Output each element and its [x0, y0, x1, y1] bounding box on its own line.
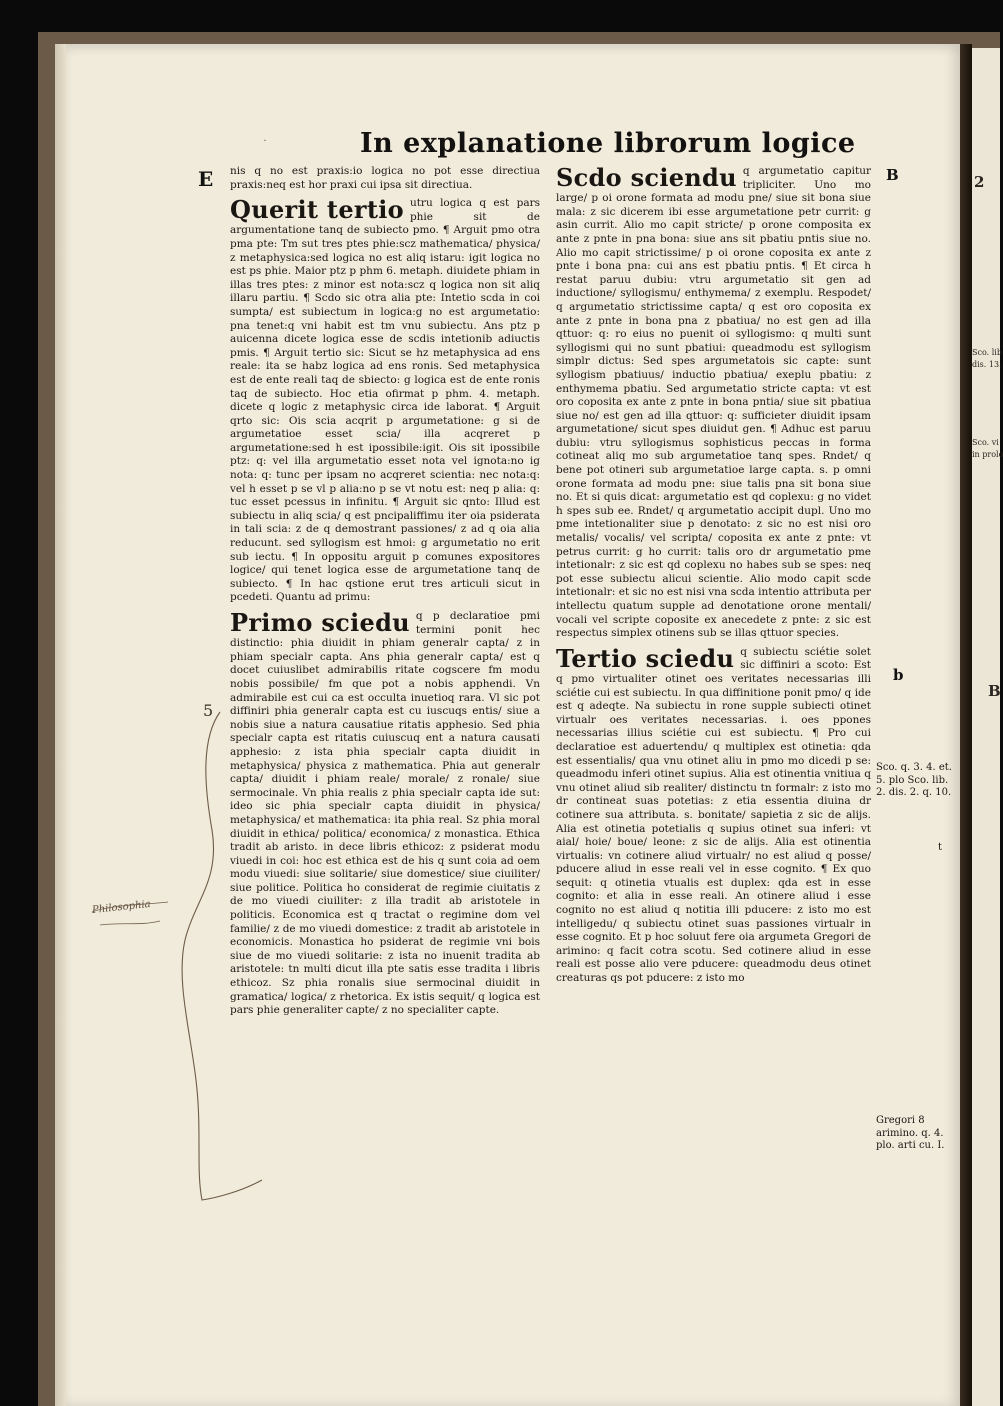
facing-page-letter: B — [988, 682, 1001, 700]
tertio-body: q subiectu sciétie solet sic diffiniri a scoto: Est q pmo virtualiter otinet oes veritates necessarias illi sciétie cui est subiectu. In qua diffinitione ponit pmo/ q ide est q adeqte. Na subiectu in rone supple subiecti otinet virtualr oes veritates necessarias. i. oes ppones necessarias illius sciétie cui est subiectu. ¶ Pro cui declaratioe est aduertendu/ q multiplex est otinetia: qda est essentialis/ qua vnu otinet aliu in pmo mo dicedi p se: queadmodu inferi otinet supius. Alia est otinentia vnitiua q vnu otinet aliud sib realiter/ distinctu tn formalr: z isto mo dr contineat suas potetias: z etia essentia diuina dr cotinere sua attributa. s. bonitate/ sapietia z sic de alijs. Alia est otinetia potetialis q supius otinet sua inferi: vt aial/ hoie/ boue/ leone: z sic de alijs. Alia est otinentia virtualis: vn cotinere aliud virtualr/ no est aliud q posse/ pducere aliud in esse reali vel in esse cognito. ¶ Ex quo sequit: q otinetia vtualis est duplex: qda est in esse cognito: et alia in esse reali. An otinere aliud i esse cognito no est aliud q notitia illi pducere: z isto mo est intelligedu/ q subiectu otinet suas passiones virtualr in esse cognito. Et p hoc soluut fere oia argumeta Gregori de arimino: q facit cotra scotu. Sed cotinere aliud in esse reali est posse alio vere pducere: queadmodu deus otinet creaturas qs pot pducere: z isto mo — [556, 645, 871, 985]
querit-paragraph — [230, 197, 540, 605]
facing-page-edge — [972, 48, 1003, 1406]
facing-page-note-4: in prolo — [972, 450, 1003, 459]
section-letter-left: E — [198, 167, 214, 191]
facing-page-note-1: Sco. lib — [972, 348, 1002, 357]
running-title: In explanatione librorum logice — [360, 128, 856, 159]
margin-note-scotus: Sco. q. 3. 4. et. 5. plo Sco. lib. 2. dis. 2. q. 10. — [876, 762, 952, 798]
querit-heading: Querit tertio — [230, 195, 404, 225]
facing-page-note-2: dis. 13. — [972, 360, 1002, 369]
margin-note-t: t — [938, 842, 943, 853]
section-letter-right-b: B — [886, 166, 899, 184]
facing-page-note-3: Sco. vi — [972, 438, 999, 447]
right-text-column — [556, 165, 871, 1185]
tertio-heading: Tertio sciedu — [556, 643, 735, 673]
primo-paragraph — [230, 610, 540, 1018]
handwritten-mark-5: 5 — [203, 701, 214, 720]
left-text-column — [230, 165, 540, 1230]
primo-body: q p declaratioe pmi termini ponit hec distinctio: phia diuidit in phiam generalr capta/ z in phiam specialr capta. Ans phia generalr capta/ est q docet cuiuslibet admirabilis ritate cogscere fm modu nobis possibile/ fm que pot a nobis apphendi. Vn admirabile est cui ca est occulta inuetioq rara. Vl sic pot diffiniri phia generalr capta est cu iuscuqs entis/ siue a nobis siue a natura causatiue ritatis apphesio. Sed phia specialr capta est ritatis cuiuscuq ent a natura causati apphesio: z ista phia specialr capta diuidit in metaphysica/ physica z mathematica. Phia aut generalr capta/ diuidit i phiam reale/ morale/ z ronale/ siue sermocinale. Vn phia realis z phia specialr capta ide sut: ideo sic phia specialr capta diuidit in physica/ metaphysica/ et mathematica: ita phia real. Sz phia moral diuidit in ethica/ politica/ economica/ z monastica. Ethica tradit ab aristo. in dece libris ethicoz: z psiderat modu viuedi in coi: hoc est ethica est de his q sunt coia ad oem modu viuedi: siue solitarie/ siue domestice/ siue ciuiliter/ siue politice. Politica ho considerat de regimie ciuitatis z de mo viuedi ciuiliter: z illa tradit ab aristotele in politicis. Economica est q tractat o regimine dom vel familie/ z de mo viuedi domestice: z tradit ab aristotele in economicis. Monastica ho psiderat de regimie vni bois siue de mo viuedi solitarie: z ista no inuenit tradita ab aristotele: tn multi dicut illa pte satis esse tradita i libris ethicoz. Sz phia ronalis siue sermocinal diuidit in gramatica/ logica/ z rhetorica. Ex istis sequit/ q logica est pars phie generaliter capte/ z no specialiter capte. — [230, 610, 540, 1017]
secundo-paragraph — [556, 165, 871, 641]
page-edge-strip — [55, 44, 66, 1406]
left-intro-paragraph: nis q no est praxis:io logica no pot esse directiua praxis:neq est hor praxi cui ipsa sit directiua. — [230, 165, 540, 191]
section-letter-right-h: b — [893, 666, 904, 684]
secundo-body: q argumetatio capitur tripliciter. Uno mo large/ p oi orone formata ad modu pne/ siue sit bona siue mala: z sic dicerem ibi esse argumetatione petr currit: g asin currit. Alio mo capit stricte/ p orone composita ex ante z pnte in pna bona: siue ans sit pbatiu pntis siue no. Alio mo capit strictissime/ p oi orone coposita ex ante z pnte i bona pna: cui ans est pbatiu pntis. ¶ Et circa h restat paruu dubiu: vtru argumetatio sit gen ad inductione/ syllogismu/ enthymema/ z exemplu. Respodet/ q argumetatio strictissime capta/ q est oro coposita ex ante z pnte in bona pna z pbatiua/ no est gen ad illa qttuor: q: ro eius no puenit oi syllogismo: q multi sunt syllogismi qui no sunt pbatiui: queadmodu est syllogism simplr dictus: Sed spes argumetatois sic capte: sunt syllogism pbatiuus/ inductio pbatiua/ exeplu pbatiu: z enthymema pbatiu. Sed argumetatio stricte capta: vt est oro coposita ex ante z pnte in bona pntia/ siue sit pbatiua siue no/ est gen ad illa qttuor: q: sufficieter diuidit ipsam argumetatione/ sicut spes diuidut gen. ¶ Adhuc est paruu dubiu: vtru syllogismus sophisticus peccas in forma cotineat aliq mo sub argumetatioe tanq spes. Rndet/ q bene pot otineri sub argumetatioe large capta. s. p omni orone formata ad modu pne: siue talis pna sit bona siue no. Et si quis dicat: argumetatio est qd coplexu: g no videt h spes sub ee. Rndet/ q argumetatio accipit dupl. Uno mo pme intetionaliter siue p denotato: z sic no est nisi oro metalis/ vocalis/ vel scripta/ coposita ex ante z pnte: vt petrus currit: g ho currit: talis oro dr argumetatio pme intetionalr: z sic est qd coplexu no habes sub se spes: neq pot esse subiectu alicui scientie. Alio modo capit scde intetionalr: et sic no est nisi vna scda intentio attributa per intellectu quatum supple ad denotatione orone mentali/ vocali vel scripte coposite ex anecedete z pnte: z sic est respectus simplex otinens sub se illas qttuor species. — [556, 165, 872, 640]
handwritten-annotation: Philosophia — [91, 898, 152, 917]
margin-note-gregorius: Gregori 8 arimino. q. 4. plo. arti cu. I. — [876, 1115, 945, 1151]
facing-page-signature: 2 — [974, 173, 985, 191]
book-gutter — [960, 44, 972, 1406]
secundo-heading: Scdo sciendu — [556, 163, 737, 192]
primo-heading: Primo sciedu — [230, 608, 410, 637]
ink-speck: ˙ — [262, 138, 268, 152]
tertio-paragraph — [556, 643, 871, 986]
querit-body: utru logica q est pars phie sit de argumentatione tanq de subiecto pmo. ¶ Arguit pmo otra pma pte: Tm sut tres ptes phie:scz mathematica/ physica/ z metaphysica:sed logica no est aliq istaru: igit logica no est ps phie. Maior ptz p phm 6. metaph. diuidete phiam in illas tres ptes: z minor est nota:scz q logica non sit aliq illaru partiu. ¶ Scdo sic otra alia pte: Intetio scda in coi sumpta/ est subiectum in logica:g no est argumetatio: pna tenet:q vni habit est tm vnu subiectu. Ans ptz p auicenna dicete logica esse de scdis intetionib adiuctis pmis. ¶ Arguit tertio sic: Sicut se hz metaphysica ad ens reale: ita se habz logica ad ens ronis. Sed metaphysica est de ente reali taq de sbiecto: g logica est de ente ronis taq de subiecto. Hoc etia ofirmat p phm. 4. metaph. dicete q logic z metaphysic circa ide laborat. ¶ Arguit qrto sic: Ois scia acqrit p argumetatione: g si de argumetatioe esset scia/ illa acqreret p argumetatione:sed h est ipossibile:igit. Ois sit ipossibile ptz: q: vel illa argumetatio esset nota vel ignota:no ig nota: q: tunc per ipsam no acqreret scientia: nec nota:q: vel h esset p se vl p alia:no p se vt notu est: neq p alia: q: tuc esset pcessus in infinitu. ¶ Arguit sic qnto: Illud est subiectu in aliq scia/ q est pncipaliffimu iter oia psiderata in tali scia: z de q demostrant passiones/ z ad q oia alia reducunt. sed syllogism est hmoi: g argumetatio no erit sub iectu. ¶ In oppositu arguit p comunes expositores logice/ qui tenet logica esse de argumetatione tanq de subiecto. ¶ In hac qstione erut tres articuli sicut in pcedeti. Quantu ad primu: — [230, 197, 540, 604]
